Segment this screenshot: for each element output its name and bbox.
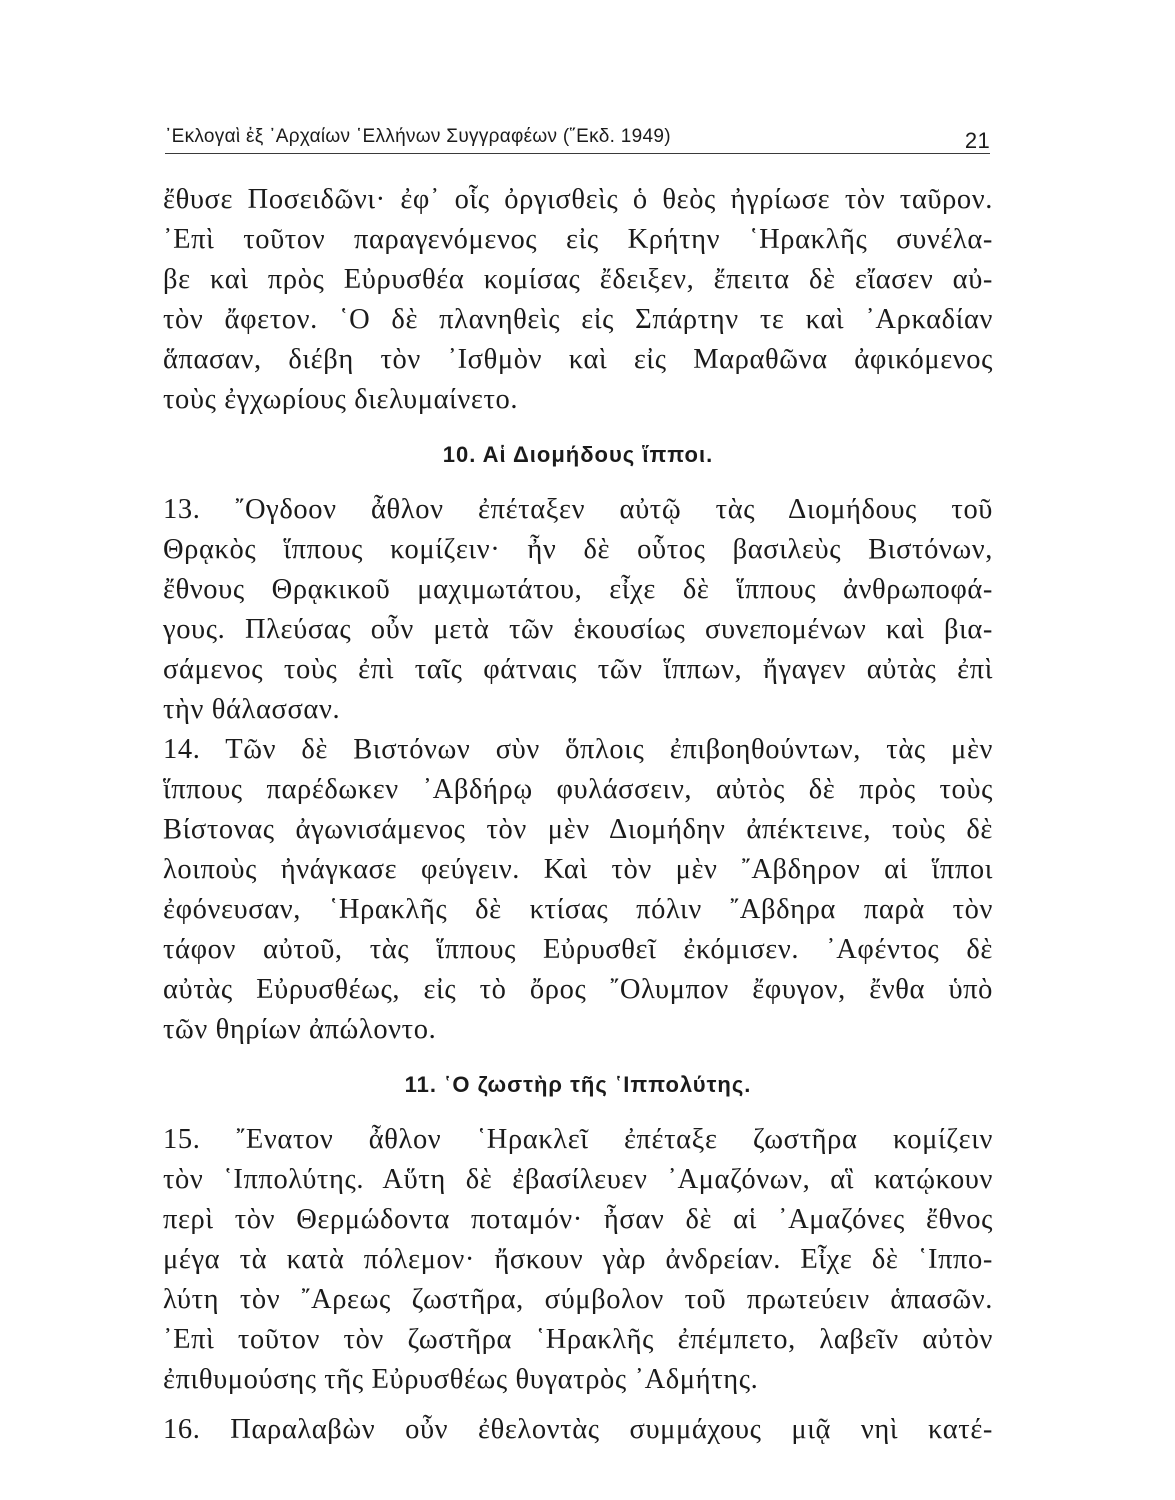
page-number: 21	[964, 128, 990, 153]
text-line: ᾿Επὶ τοῦτον παραγενόμενος εἰς Κρήτην ῾Ηρακλῆς συνέλα-	[163, 224, 993, 255]
text-line: ἔθνους Θρᾳκικοῦ μαχιμωτάτου, εἶχε δὲ ἵππους ἀνθρωποφά-	[163, 574, 993, 605]
text-line: αὐτὰς Εὐρυσθέως, εἰς τὸ ὄρος ῎Ολυμπον ἔφυγον, ἔνθα ὑπὸ	[163, 974, 993, 1005]
section-heading-11: 11. ῾Ο ζωστὴρ τῆς ῾Ιππολύτης.	[404, 1072, 752, 1097]
text-line: Θρᾳκὸς ἵππους κομίζειν· ἦν δὲ οὗτος βασιλεὺς Βιστόνων,	[163, 534, 993, 565]
text-line: ἵππους παρέδωκεν ᾿Αβδήρῳ φυλάσσειν, αὐτὸς δὲ πρὸς τοὺς	[163, 774, 993, 805]
text-line: τὸν ῾Ιππολύτης. Αὕτη δὲ ἐβασίλευεν ᾿Αμαζόνων, αἳ κατῴκουν	[163, 1164, 993, 1195]
text-line: τοὺς ἐγχωρίους διελυμαίνετο.	[163, 384, 519, 415]
text-line: γους. Πλεύσας οὖν μετὰ τῶν ἑκουσίως συνεπομένων καὶ βια-	[163, 614, 993, 645]
text-line: ἐπιθυμούσης τῆς Εὐρυσθέως θυγατρὸς ᾿Αδμήτης.	[163, 1364, 759, 1395]
text-line: ἐφόνευσαν, ῾Ηρακλῆς δὲ κτίσας πόλιν ῎Αβδηρα παρὰ τὸν	[163, 894, 993, 925]
text-line: 15. ῎Ενατον ἆθλον ῾Ηρακλεῖ ἐπέταξε ζωστῆρα κομίζειν	[163, 1124, 993, 1155]
header-rule	[165, 153, 990, 154]
text-line: σάμενος τοὺς ἐπὶ ταῖς φάτναις τῶν ἵππων, ἤγαγεν αὐτὰς ἐπὶ	[163, 654, 993, 685]
text-line: ἅπασαν, διέβη τὸν ᾿Ισθμὸν καὶ εἰς Μαραθῶνα ἀφικόμενος	[163, 344, 993, 375]
text-line: ᾿Επὶ τοῦτον τὸν ζωστῆρα ῾Ηρακλῆς ἐπέμπετο, λαβεῖν αὐτὸν	[163, 1324, 993, 1355]
running-header	[165, 124, 990, 153]
text-line: 16. Παραλαβὼν οὖν ἐθελοντὰς συμμάχους μιᾷ νηὶ κατέ-	[163, 1414, 993, 1445]
text-line: λοιποὺς ἠνάγκασε φεύγειν. Καὶ τὸν μὲν ῎Αβδηρον αἱ ἵπποι	[163, 854, 993, 885]
running-title: ᾿Εκλογαὶ ἐξ ᾿Αρχαίων ῾Ελλήνων Συγγραφέων (῞Εκδ. 1949)	[165, 126, 671, 147]
text-line: βε καὶ πρὸς Εὐρυσθέα κομίσας ἔδειξεν, ἔπειτα δὲ εἴασεν αὐ-	[163, 264, 993, 295]
text-line: Βίστονας ἀγωνισάμενος τὸν μὲν Διομήδην ἀπέκτεινε, τοὺς δὲ	[163, 814, 993, 845]
text-line: περὶ τὸν Θερμώδοντα ποταμόν· ἦσαν δὲ αἱ ᾿Αμαζόνες ἔθνος	[163, 1204, 993, 1235]
text-line: μέγα τὰ κατὰ πόλεμον· ἤσκουν γὰρ ἀνδρείαν. Εἶχε δὲ ῾Ιππο-	[163, 1244, 993, 1275]
text-line: τὴν θάλασσαν.	[163, 694, 341, 725]
text-line: τῶν θηρίων ἀπώλοντο.	[163, 1014, 437, 1045]
text-line: τάφον αὐτοῦ, τὰς ἵππους Εὐρυσθεῖ ἐκόμισεν. ᾿Αφέντος δὲ	[163, 934, 993, 965]
text-line: 14. Τῶν δὲ Βιστόνων σὺν ὅπλοις ἐπιβοηθούντων, τὰς μὲν	[163, 734, 993, 765]
text-line: 13. ῎Ογδοον ἆθλον ἐπέταξεν αὐτῷ τὰς Διομήδους τοῦ	[163, 494, 993, 525]
section-heading-10: 10. Αἱ Διομήδους ἵπποι.	[442, 442, 714, 467]
text-line: λύτη τὸν ῎Αρεως ζωστῆρα, σύμβολον τοῦ πρωτεύειν ἁπασῶν.	[163, 1284, 993, 1315]
text-line: ἔθυσε Ποσειδῶνι· ἐφ᾿ οἷς ὀργισθεὶς ὁ θεὸς ἠγρίωσε τὸν ταῦρον.	[163, 184, 993, 215]
text-line: τὸν ἄφετον. ῾Ο δὲ πλανηθεὶς εἰς Σπάρτην τε καὶ ᾿Αρκαδίαν	[163, 304, 993, 335]
